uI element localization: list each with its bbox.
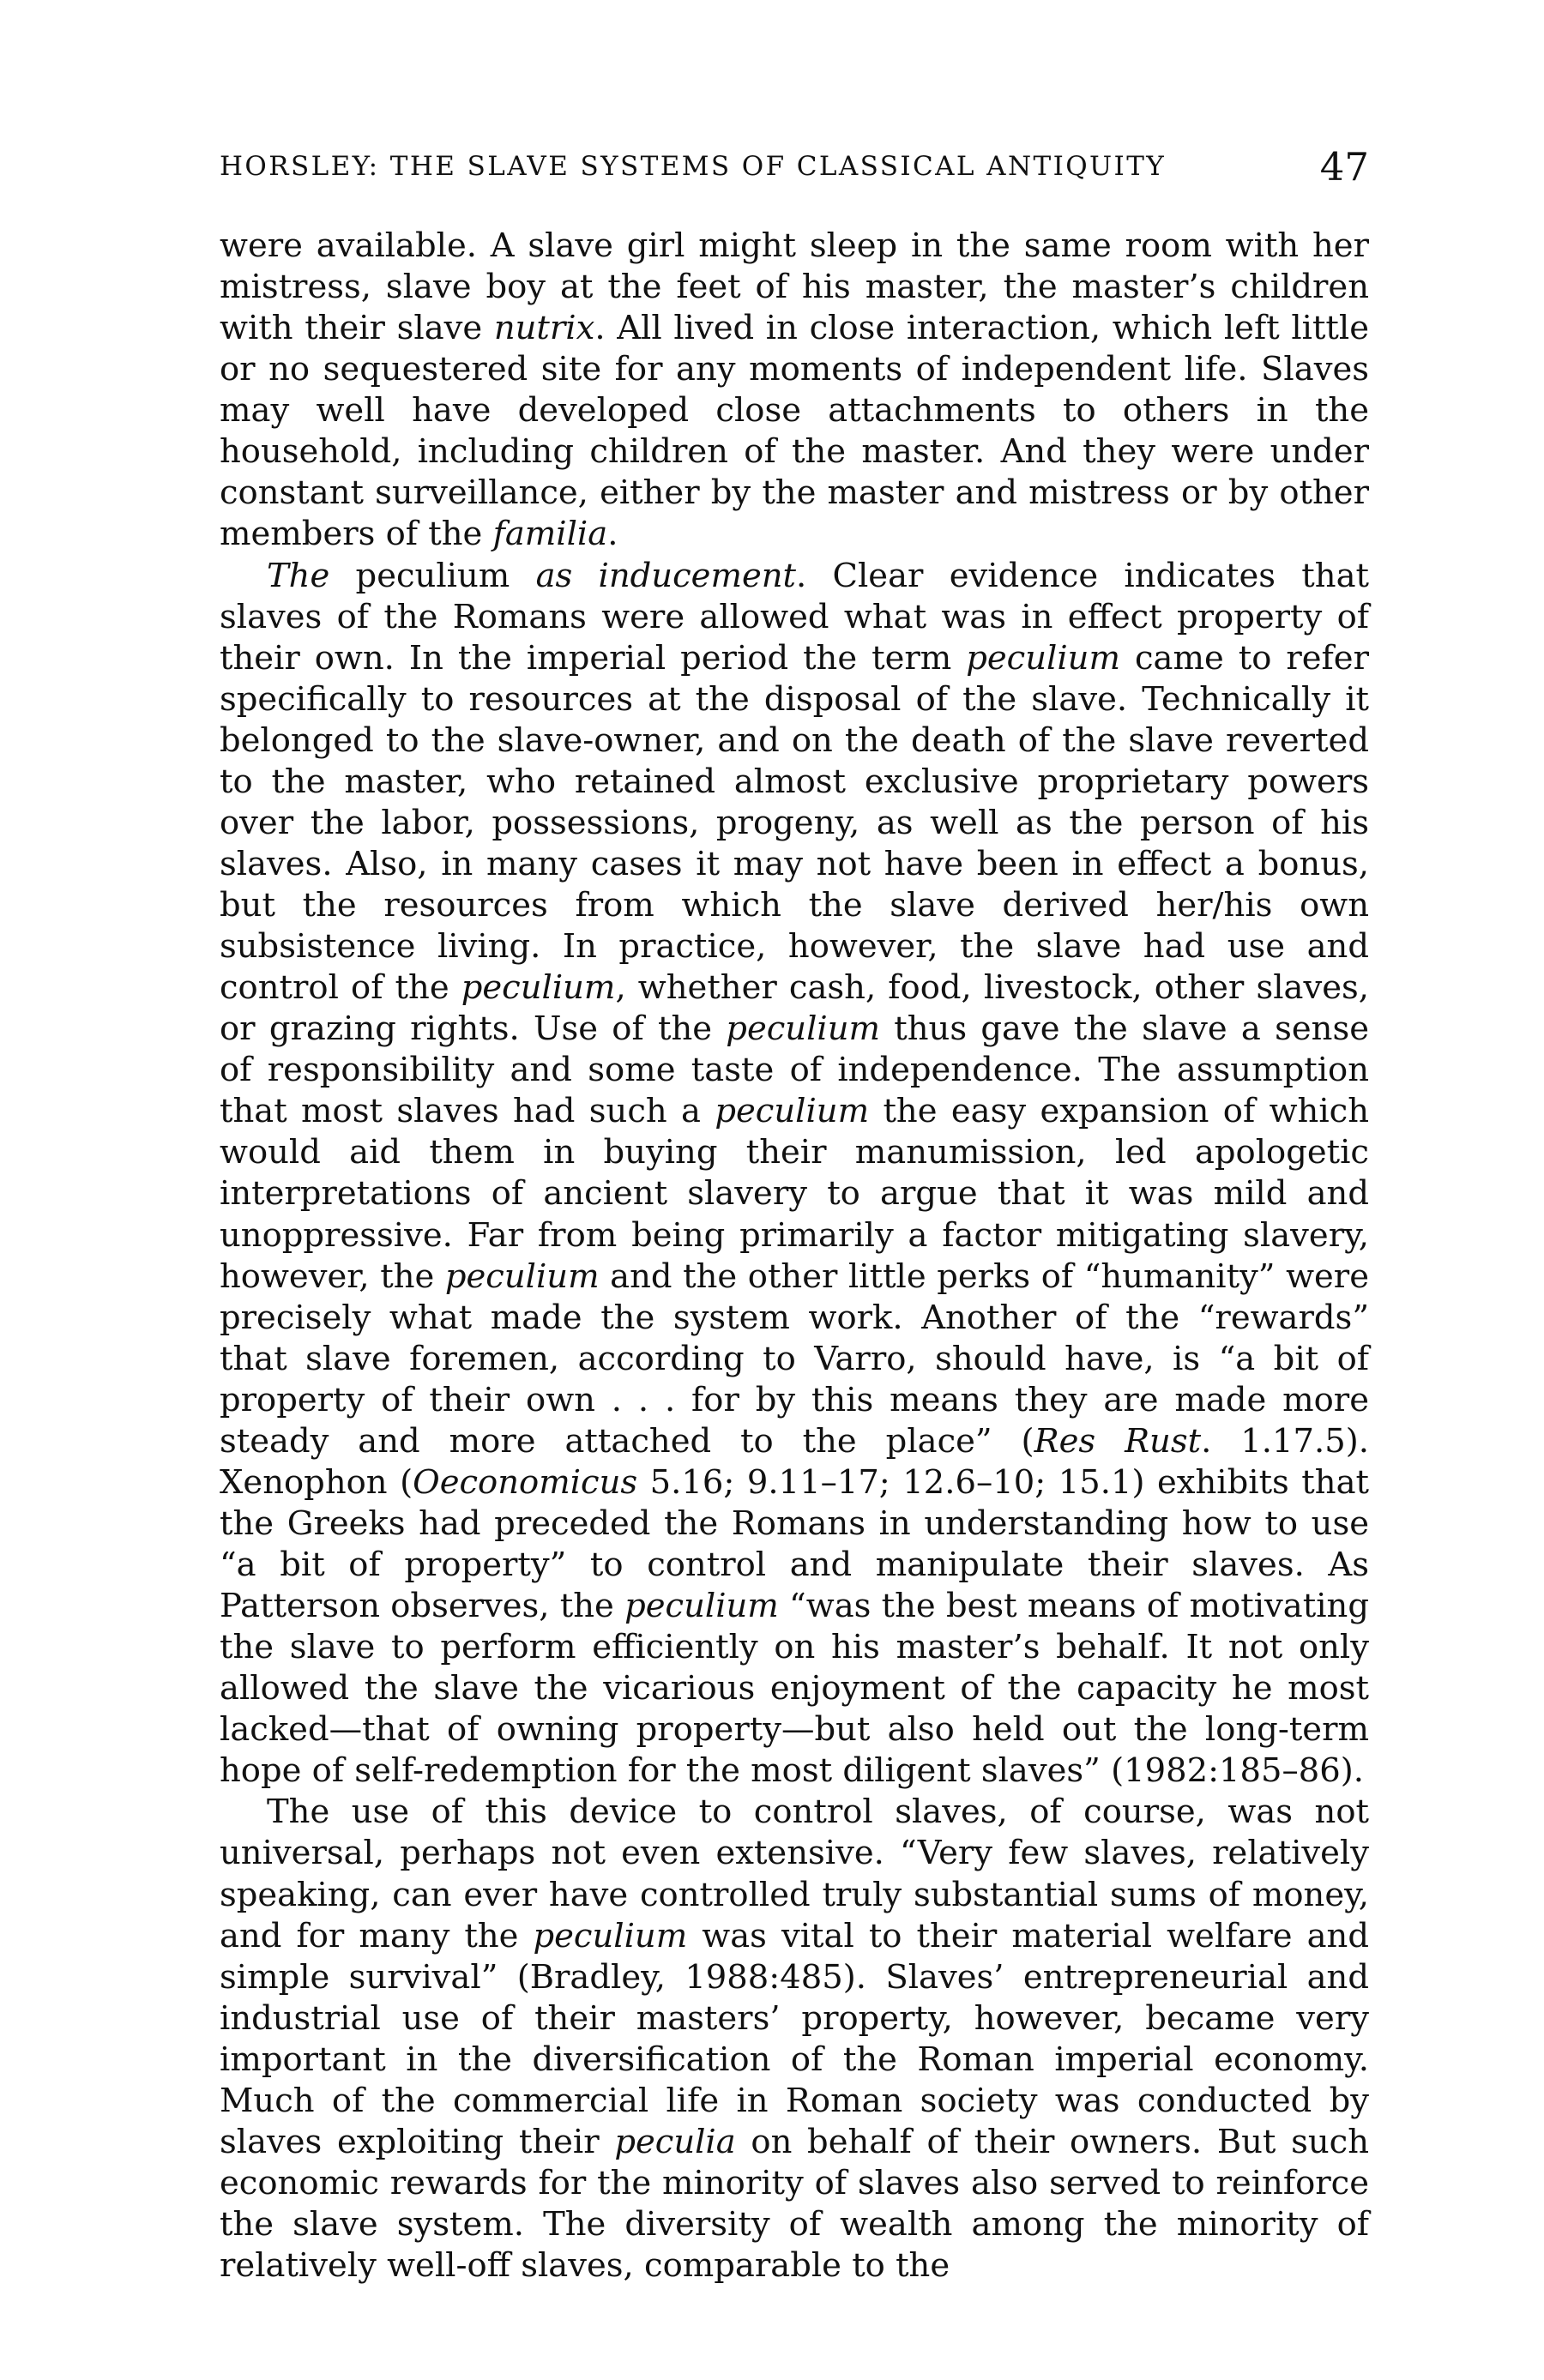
- body-text: [220, 226, 1369, 2287]
- paragraph: [220, 1792, 1369, 2287]
- italic-text-run: familia: [492, 515, 608, 554]
- italic-text-run: peculium: [624, 1587, 779, 1626]
- italic-text-run: peculium: [966, 638, 1120, 678]
- page-header: [220, 144, 1369, 196]
- text-run: “was the best means of motivating the slave to perform efficiently on his master’s behalf. It not only allowed the slave the vicarious enjoyment of the capacity he most lacked—that of owning property—but also held out the long-term hope of self-redemption for the most diligent slaves” (1982:185–86).: [220, 1587, 1369, 1791]
- text-run: came to refer specifically to resources at the disposal of the slave. Technically it belonged to the slave-owner, and on the death of the slave reverted to the master, who retained almost exclusive proprietary powers over the labor, possessions, progeny, as well as the person of his slaves. Also, in many cases it may not have been in effect a bonus, but the resources from which the slave derived her/his own subsistence living. In practice, however, the slave had use and control of the: [220, 638, 1369, 1008]
- text-run: the easy expansion of which would aid them in buying their manumission, led apologetic interpretations of ancient slavery to argue that it was mild and unoppressive. Far from being primarily a factor mitigating slavery, however, the: [220, 1092, 1369, 1296]
- page-number: 47: [1319, 144, 1369, 190]
- paragraph: [220, 556, 1369, 1793]
- running-head: HORSLEY: THE SLAVE SYSTEMS OF CLASSICAL ANTIQUITY: [220, 151, 1167, 182]
- italic-text-run: Oeconomicus: [413, 1462, 638, 1502]
- text-run: .: [607, 515, 618, 554]
- text-run: , whether cash, food, livestock, other slaves, or grazing rights. Use of the: [220, 968, 1369, 1049]
- italic-text-run: Res Rust: [1034, 1421, 1202, 1461]
- paragraph: [220, 226, 1369, 556]
- text-run: . Clear evidence indicates that slaves of the Romans were allowed what was in effect property of their own. In the imperial period the term: [220, 556, 1370, 678]
- text-run: 5.16; 9.11–17; 12.6–10; 15.1) exhibits that the Greeks had preceded the Romans in understanding how to use “a bit of property” to control and manipulate their slaves. As Patterson observes, the: [220, 1462, 1370, 1626]
- text-run: on behalf of their owners. But such economic rewards for the minority of slaves also served to reinforce the slave system. The diversity of wealth among the minority of relatively well-off slaves, comparable to the: [220, 2122, 1369, 2286]
- text-run: was vital to their material welfare and simple survival” (Bradley, 1988:485). Slaves’ entrepreneurial and industrial use of their masters’ property, however, became very important in the diversification of the Roman imperial economy. Much of the commercial life in Roman society was conducted by slaves exploiting their: [220, 1916, 1369, 2161]
- italic-text-run: peculium: [726, 1009, 881, 1049]
- italic-text-run: peculia: [614, 2122, 736, 2161]
- italic-text-run: peculium: [715, 1092, 870, 1131]
- text-run: peculium: [329, 556, 536, 595]
- text-run: . All lived in close interaction, which left little or no sequestered site for any moments of independent life. Slaves may well have developed close attachments to others in the household, including children of the master. And they were under constant surveillance, either by the master and mistress or by other members of the: [220, 309, 1369, 554]
- italic-text-run: as inducement: [535, 556, 797, 595]
- text-run: The use of this device to control slaves, of course, was not universal, perhaps not even extensive. “Very few slaves, relatively speaking, can ever have controlled truly substantial sums of money, and for many the: [220, 1793, 1369, 1955]
- text-run: were available. A slave girl might sleep in the same room with her mistress, slave boy at the feet of his master, the master’s children with their slave: [220, 226, 1369, 348]
- italic-text-run: peculium: [533, 1916, 688, 1955]
- italic-text-run: peculium: [444, 1256, 600, 1296]
- italic-text-run: peculium: [461, 968, 616, 1008]
- italic-text-run: The: [267, 556, 330, 595]
- text-run: . 1.17.5). Xenophon (: [220, 1421, 1369, 1502]
- text-run: thus gave the slave a sense of responsibility and some taste of independence. The assumption that most slaves had such a: [220, 1009, 1369, 1131]
- italic-text-run: nutrix: [493, 309, 595, 348]
- text-run: and the other little perks of “humanity” were precisely what made the system work. Another of the “rewards” that slave foremen, according to Varro, should have, is “a bit of property of their own . . . for by this means they are made more steady and more attached to the place” (: [220, 1256, 1369, 1461]
